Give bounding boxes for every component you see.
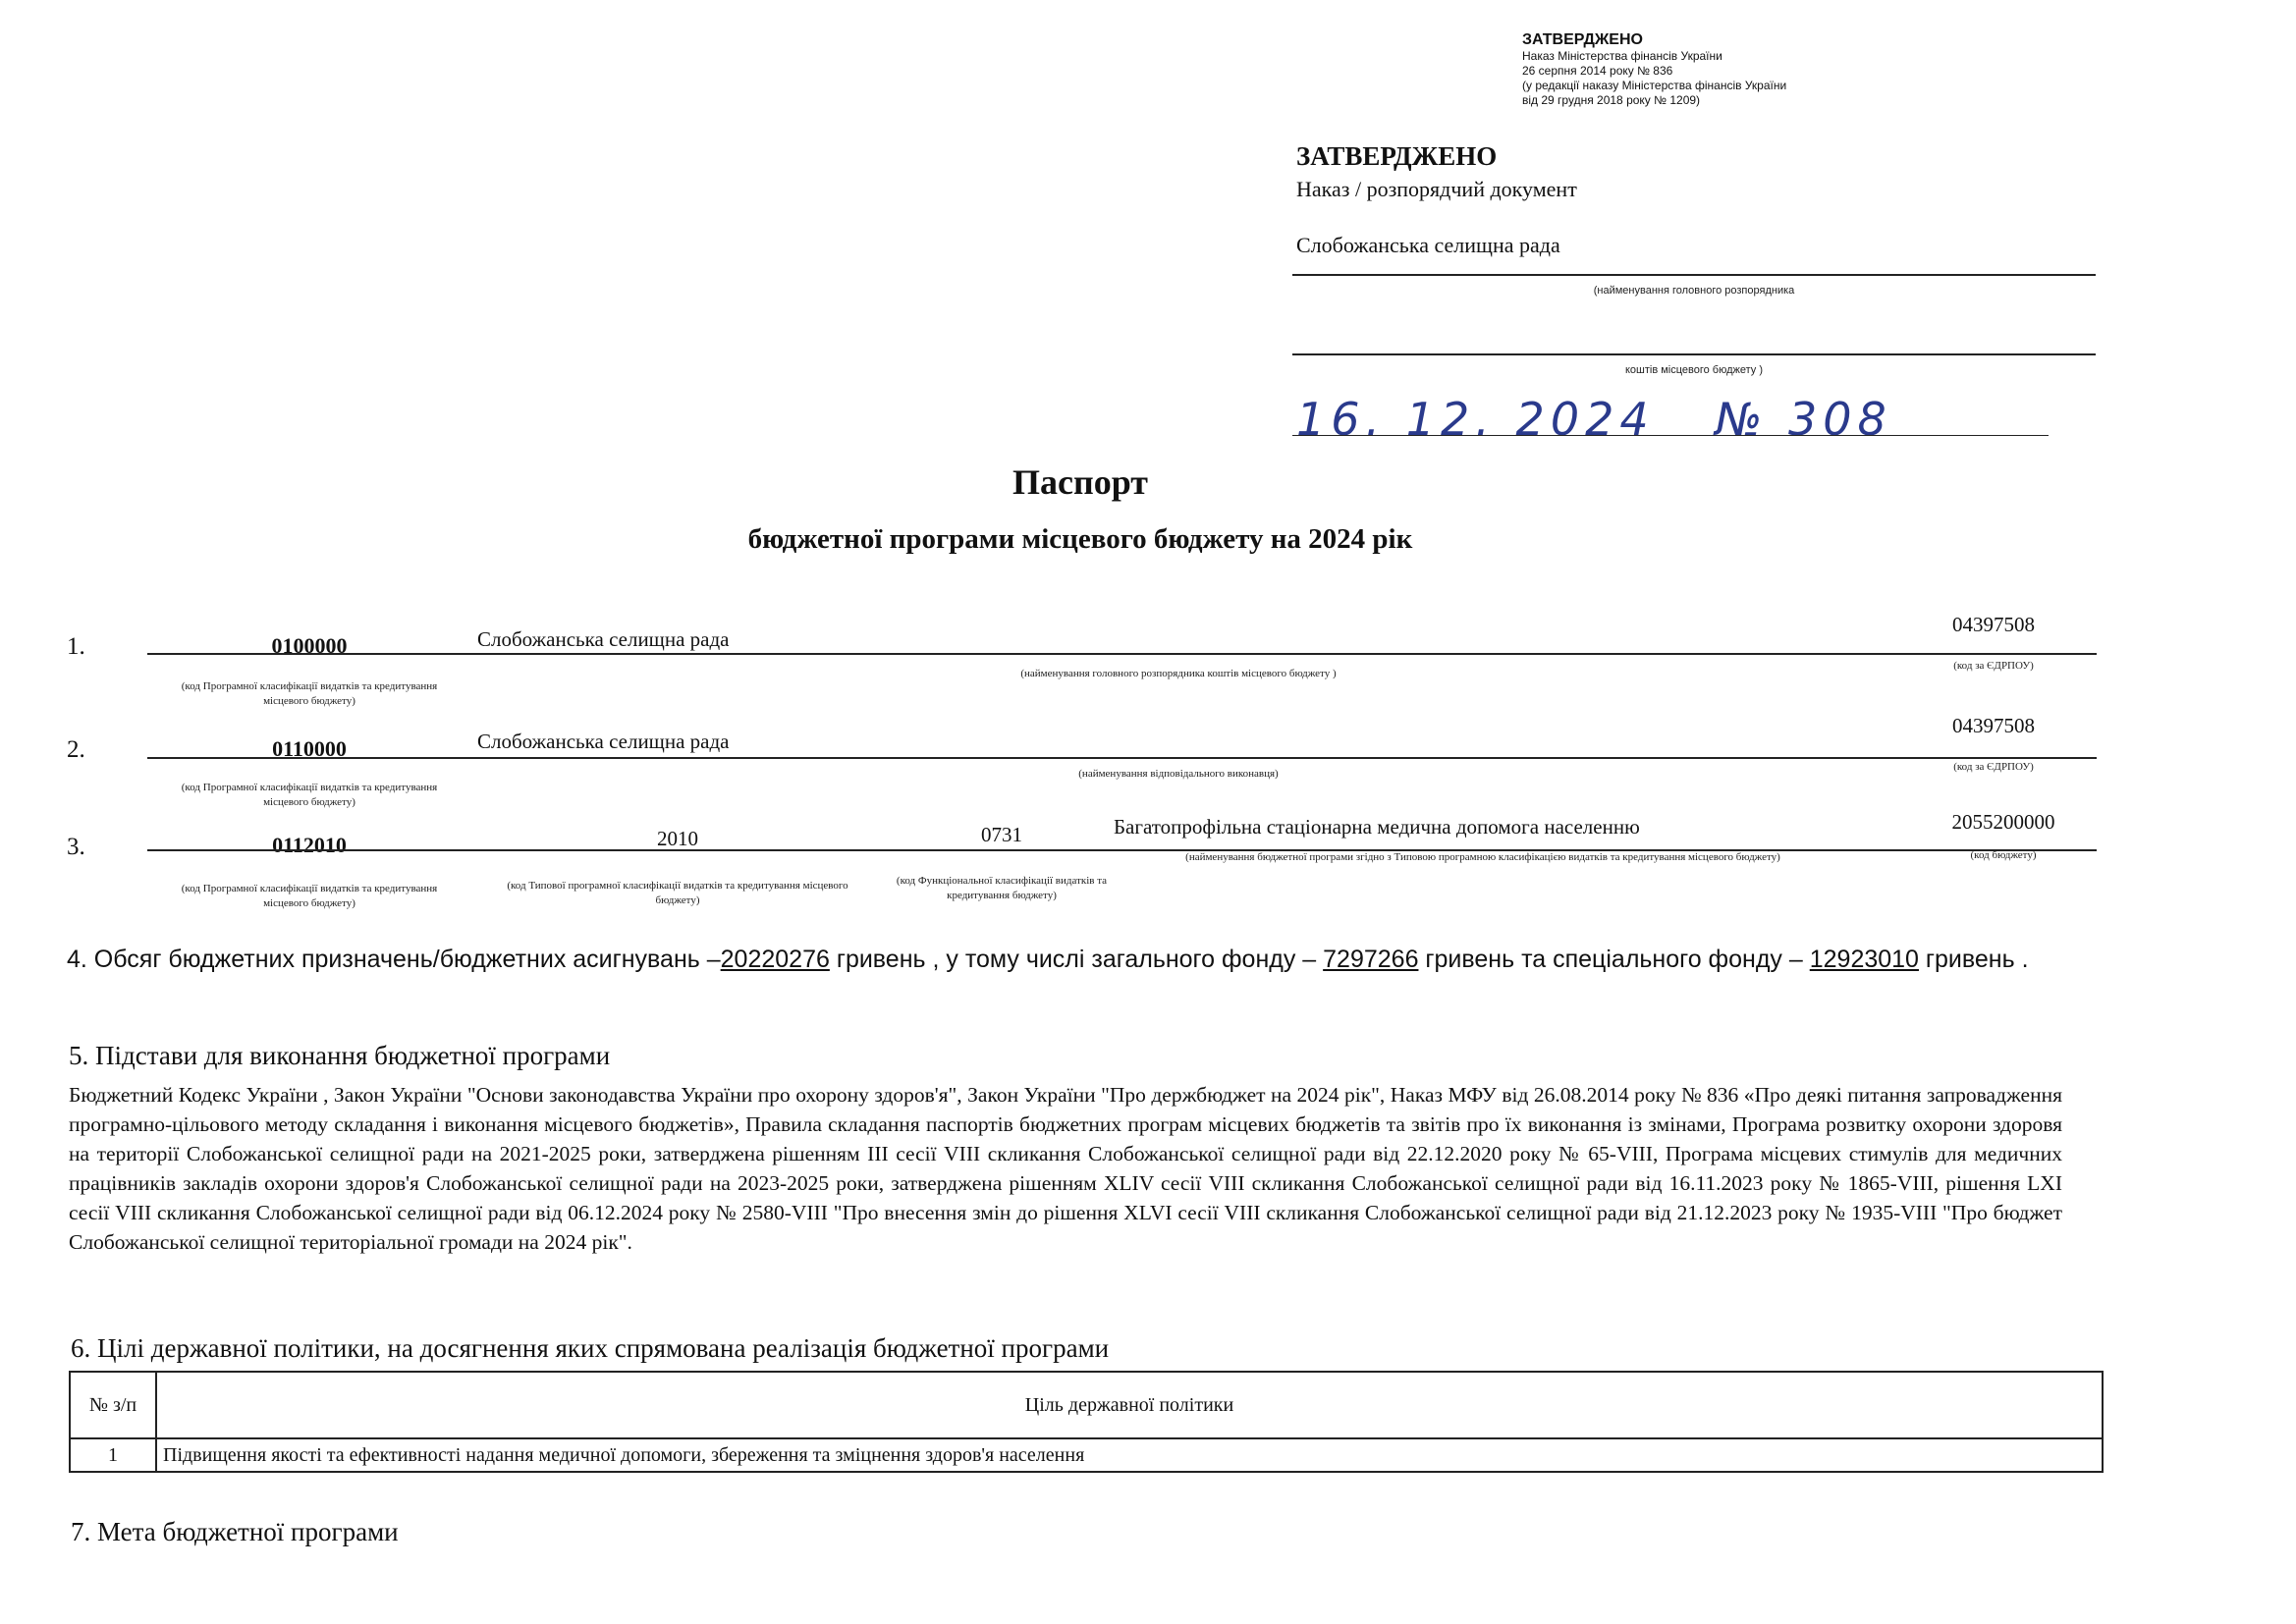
- section-6-title: 6. Цілі державної політики, на досягнення яких спрямована реалізація бюджетної програми: [71, 1333, 1110, 1363]
- row-number: 3.: [67, 834, 85, 860]
- edrpou-caption: (код за ЄДРПОУ): [1953, 761, 2034, 773]
- budget-code-caption: (код бюджету): [1970, 849, 2037, 861]
- row-line: [147, 757, 2097, 759]
- typical-code: 2010: [657, 827, 698, 850]
- col-num-header: № з/п: [70, 1372, 156, 1438]
- program-code: 0112010: [272, 833, 347, 857]
- executor-name: Слобожанська селищна рада: [477, 730, 730, 753]
- functional-code: 0731: [981, 823, 1022, 846]
- approval-doc: Наказ / розпорядчий документ: [1296, 177, 1577, 201]
- row-number: 2.: [67, 736, 85, 763]
- program-code: 0110000: [272, 736, 347, 761]
- edrpou-code: 04397508: [1952, 613, 2035, 636]
- stamp-line: від 29 грудня 2018 року № 1209): [1522, 93, 1701, 107]
- section-4-text: гривень .: [1918, 946, 2029, 973]
- main-manager-name: Слобожанська селищна рада: [477, 627, 730, 651]
- approval-line-2: [1292, 353, 2096, 355]
- edrpou-code: 04397508: [1952, 714, 2035, 737]
- section-4-text: 4. Обсяг бюджетних призначень/бюджетних асигнувань –: [67, 946, 721, 973]
- page-title: Паспорт: [1012, 462, 1148, 502]
- row-line: [147, 653, 2097, 655]
- program-code: 0100000: [271, 633, 348, 658]
- section-4-amounts: [67, 938, 2096, 982]
- special-fund-amount: 12923010: [1809, 946, 1919, 973]
- stamp-line: Наказ Міністерства фінансів України: [1522, 49, 1722, 63]
- section-4-text: гривень та спеціального фонду –: [1418, 946, 1803, 973]
- stamp-line: 26 серпня 2014 року № 836: [1522, 64, 1673, 78]
- approval-date-line: [1292, 435, 2049, 436]
- table-header-row: [70, 1372, 2103, 1438]
- manager-caption: (найменування головного розпорядника коштів місцевого бюджету ): [1020, 668, 1337, 679]
- general-fund-amount: 7297266: [1323, 946, 1419, 973]
- section-5-text: Бюджетний Кодекс України , Закон України "Основи законодавства України про охорону здоров'я", Закон України "Про держбюджет на 2024 рік", Наказ МФУ від 26.08.2014 року № 836 «Про деякі питання запровадження програмно-цільового методу складання і виконання місцевого бюджетів», Правила складання паспортів бюджетних програм місцевих бюджетів та звітів про їх виконання із змінами, Програма розвитку охорони здоровя на території Слобожанської селищної ради на 2021-2025 роки, затверджена рішенням ІІІ сесії VIII скликання Слобожанської селищної ради від 22.12.2020 року № 65-VIII, Програма місцевих стимулів для медичних працівників закладів охорони здоров'я Слобожанської селищної ради на 2023-2025 роки, затверджена рішенням XLIV сесії VIII скликання Слобожанської селищної ради від 16.11.2023 року № 1865-VIII, рішення LXI сесії VIII скликання Слобожанської селищної ради від 06.12.2024 року № 2580-VIII "Про внесення змін до рішення XLVI сесії VIII скликання Слобожанської селищної ради від 21.12.2023 року № 1935-VIII "Про бюджет Слобожанської селищної територіальної громади на 2024 рік".: [69, 1083, 2062, 1254]
- program-name-caption: (найменування бюджетної програми згідно з Типовою програмною класифікацією видатків та кредитування місцевого бюджету): [1185, 851, 1780, 863]
- approval-org-line: [1292, 274, 2096, 276]
- functional-code-caption: (код Функціональної класифікації видатків та кредитування бюджету): [896, 875, 1108, 901]
- stamp-title: ЗАТВЕРДЖЕНО: [1522, 31, 1643, 48]
- stamp-line: (у редакції наказу Міністерства фінансів України: [1522, 79, 1787, 92]
- page-subtitle: бюджетної програми місцевого бюджету на 2024 рік: [747, 523, 1413, 555]
- approval-title: ЗАТВЕРДЖЕНО: [1296, 141, 1498, 171]
- section-7-title: 7. Мета бюджетної програми: [71, 1517, 399, 1546]
- table-row: [70, 1438, 2103, 1472]
- program-code-caption: (код Програмної класифікації видатків та кредитування місцевого бюджету): [181, 782, 438, 808]
- approval-org-caption-2: коштів місцевого бюджету ): [1624, 364, 1764, 376]
- goal-text: Підвищення якості та ефективності надання медичної допомоги, збереження та зміцнення здоров'я населення: [156, 1438, 2103, 1472]
- program-code-caption: (код Програмної класифікації видатків та кредитування місцевого бюджету): [181, 680, 438, 707]
- section-4-text: гривень , у тому числі загального фонду –: [829, 946, 1324, 973]
- section-5-title: 5. Підстави для виконання бюджетної програми: [69, 1041, 611, 1070]
- program-code-caption: (код Програмної класифікації видатків та кредитування місцевого бюджету): [181, 883, 438, 909]
- goal-num: 1: [70, 1438, 156, 1472]
- approval-org-caption: (найменування головного розпорядника: [1593, 285, 1795, 297]
- approval-org: Слобожанська селищна рада: [1296, 233, 1560, 257]
- col-goal-header: Ціль державної політики: [156, 1372, 2103, 1438]
- program-name: Багатопрофільна стаціонарна медична допомога населенню: [1114, 815, 1640, 839]
- budget-code: 2055200000: [1951, 810, 2055, 834]
- policy-goals-table: [69, 1371, 2104, 1473]
- handwritten-date-number: 16. 12. 2024 № 308: [1296, 393, 1892, 446]
- edrpou-caption: (код за ЄДРПОУ): [1953, 660, 2034, 672]
- approval-stamp: [1522, 31, 1876, 108]
- typical-code-caption: (код Типової програмної класифікації видатків та кредитування місцевого бюджету): [507, 880, 848, 906]
- row-number: 1.: [67, 633, 85, 660]
- executor-caption: (найменування відповідального виконавця): [1078, 768, 1279, 780]
- total-amount: 20220276: [720, 946, 830, 973]
